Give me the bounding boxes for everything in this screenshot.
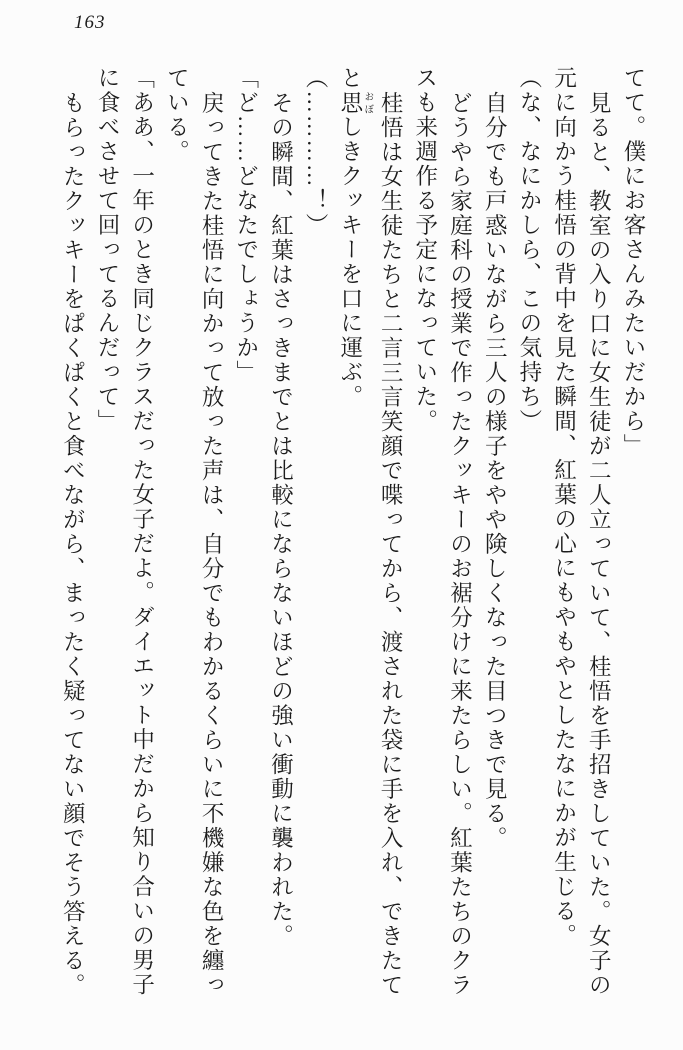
- furigana-ruby: 思 おぼ: [337, 90, 373, 115]
- text-line: 「ど……どなたでしょうか」: [233, 66, 259, 385]
- vertical-text-area: [55, 66, 650, 1008]
- text-line: 見ると、教室の入り口に女生徒が二人立っていて、桂悟を手招きしていた。女子の: [586, 90, 612, 997]
- text-line: 戻ってきた桂悟に向かって放った声は、自分でもわかるくらいに不機嫌な色を纏っ: [199, 90, 225, 997]
- text-line: その瞬間、紅葉はさっきまでとは比較にならないほどの強い衝動に襲われた。: [268, 90, 294, 948]
- text-line: （な、なにかしら、この気持ち）: [516, 66, 542, 434]
- text-line: に食べさせて回ってるんだって」: [94, 66, 120, 434]
- text-line: 桂悟は女生徒たちと二言三言笑顔で喋ってから、渡された袋に手を入れ、できたて: [378, 90, 404, 997]
- text-line: もらったクッキーをぱくぱくと食べながら、まったく疑ってない顔でそう答える。: [60, 90, 86, 997]
- text-line: と思 おぼしきクッキーを口に運ぶ。: [337, 66, 373, 409]
- text-line: 「ああ、一年のとき同じクラスだった女子だよ。ダイエット中だから知り合いの男子: [129, 66, 155, 997]
- text-line: （…………！）: [303, 66, 329, 238]
- text-line: どうやら家庭科の授業で作ったクッキーのお裾分けに来たらしい。紅葉たちのクラ: [447, 90, 473, 997]
- text-line: てて。僕にお客さんみたいだから」: [621, 66, 646, 458]
- page-number: 163: [74, 12, 106, 33]
- text-line: ている。: [164, 66, 190, 164]
- text-line: スも来週作る予定になっていた。: [412, 66, 438, 434]
- text-line: 自分でも戸惑いながら三人の様子をやや険しくなった目つきで見る。: [482, 90, 508, 850]
- text-line: 元に向かう桂悟の背中を見た瞬間、紅葉の心にもやもやとしたなにかが生じる。: [551, 66, 577, 948]
